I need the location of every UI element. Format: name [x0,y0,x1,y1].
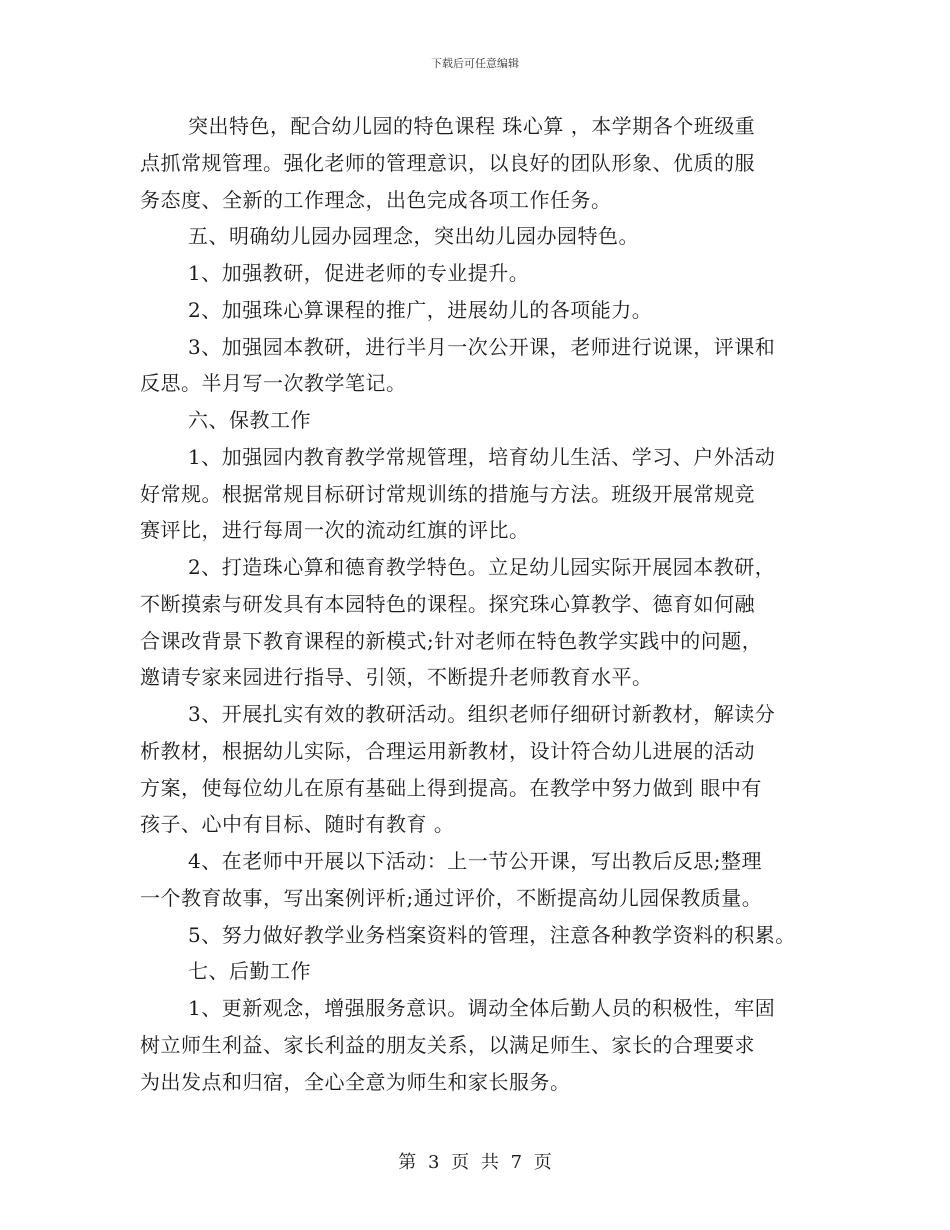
text-line: 邀请专家来园进行指导、引领，不断提升老师教育水平。 [140,665,653,690]
list-item: 1、加强园内教育教学常规管理，培育幼儿生活、学习、户外活动 [188,444,776,469]
text-line: 析教材，根据幼儿实际，合理运用新教材，设计符合幼儿进展的活动 [140,738,755,763]
text-line: 赛评比，进行每周一次的流动红旗的评比。 [140,518,530,543]
text-line: 务态度、全新的工作理念，出色完成各项工作任务。 [140,187,612,212]
text-line: 不断摸索与研发具有本园特色的课程。探究珠心算教学、德育如何融 [140,591,755,616]
section-heading: 六、保教工作 [188,408,311,432]
list-item: 4、在老师中开展以下活动：上一节公开课，写出教后反思;整理 [188,849,762,873]
list-item: 3、加强园本教研，进行半月一次公开课，老师进行说课，评课和 [188,334,776,359]
text-line: 为出发点和归宿，全心全意为师生和家长服务。 [140,1069,571,1094]
text-line: 合课改背景下教育课程的新模式;针对老师在特色教学实践中的问题， [140,628,763,653]
text-line: 好常规。根据常规目标研讨常规训练的措施与方法。班级开展常规竞 [140,481,755,506]
page-header: 下载后可任意编辑 [431,57,519,70]
document-body [140,108,830,1100]
list-item: 1、更新观念，增强服务意识。调动全体后勤人员的积极性，牢固 [188,996,776,1020]
text-line: 一个教育故事，写出案例评析;通过评价，不断提高幼儿园保教质量。 [140,885,763,910]
section-heading: 七、后勤工作 [188,959,311,984]
text-line: 树立师生利益、家长利益的朋友关系，以满足师生、家长的合理要求 [140,1032,755,1057]
text-line: 突出特色，配合幼儿园的特色课程 珠心算 ，本学期各个班级重 [188,114,756,138]
list-item: 1、加强教研，促进老师的专业提升。 [188,261,530,285]
list-item: 2、打造珠心算和德育教学特色。立足幼儿园实际开展园本教研， [188,555,776,579]
text-line: 反思。半月写一次教学笔记。 [140,371,407,396]
page-number: 第 3 页 共 7 页 [398,1152,552,1173]
text-line: 点抓常规管理。强化老师的管理意识，以良好的团队形象、优质的服 [140,150,755,175]
text-line: 孩子、心中有目标、随时有教育 。 [140,812,455,837]
list-item: 2、加强珠心算课程的推广，进展幼儿的各项能力。 [188,297,653,322]
text-line: 方案，使每位幼儿在原有基础上得到提高。在教学中努力做到 眼中有 [140,775,762,800]
list-item: 5、努力做好教学业务档案资料的管理，注意各种教学资料的积累。 [188,922,796,947]
section-heading: 五、明确幼儿园办园理念，突出幼儿园办园特色。 [188,224,639,249]
list-item: 3、开展扎实有效的教研活动。组织老师仔细研讨新教材，解读分 [188,702,776,726]
